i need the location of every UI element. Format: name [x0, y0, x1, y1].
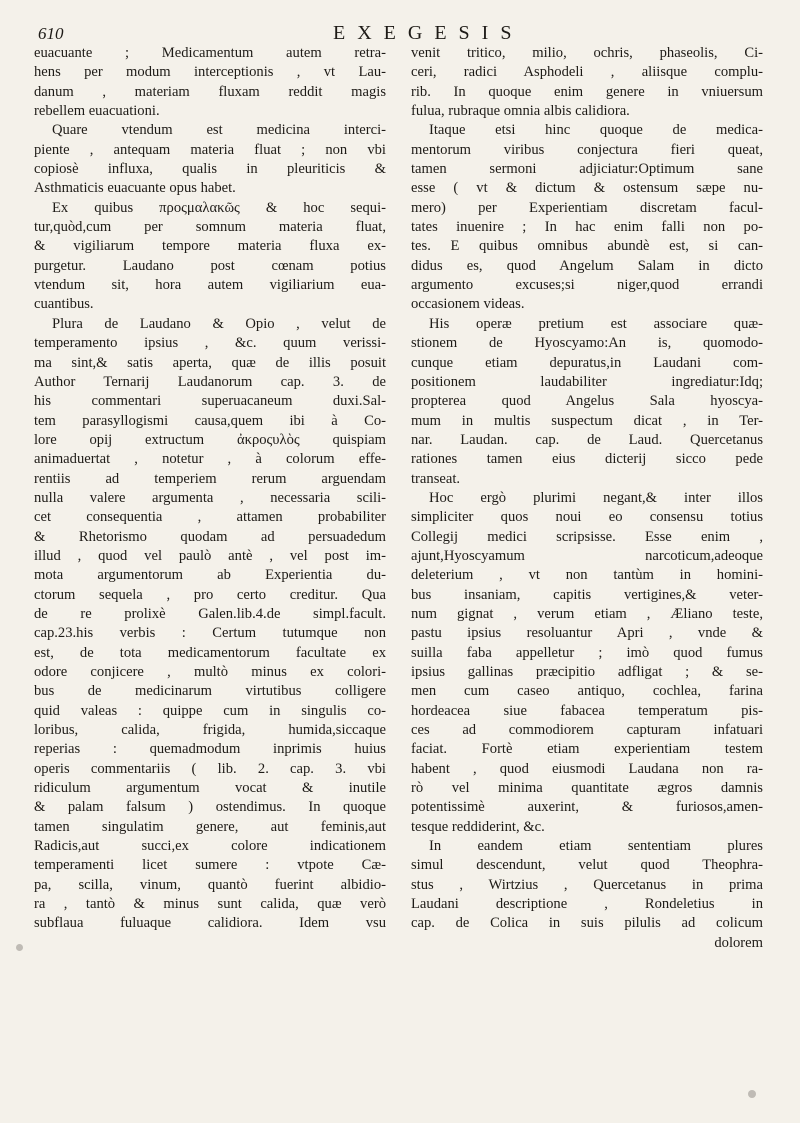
ink-blot: [748, 1090, 756, 1098]
text-line: Quare vtendum est medicina interci-: [52, 122, 386, 139]
text-line: operis commentariis ( lib. 2. cap. 3. vbi: [34, 760, 386, 777]
text-line: argumento excuses;si niger,quod errandi: [411, 277, 763, 294]
text-line: nar. Laudan. cap. de Laud. Quercetanus: [411, 431, 763, 448]
text-line: suilla faba appelletur ; imò quod fumus: [411, 644, 763, 661]
text-line: lore opij extructum ἀκροςυλὸς quispiam: [34, 431, 386, 448]
text-line: Hoc ergò plurimi negant,& inter illos: [429, 489, 763, 506]
text-line: pastu ipsius resoluantur Apri , vnde &: [411, 625, 763, 642]
text-line: mum in multis suspectum dicat , in Ter-: [411, 412, 763, 429]
text-line: stus , Wirtzius , Quercetanus in prima: [411, 876, 763, 893]
text-line: His operæ pretium est associare quæ-: [429, 315, 763, 332]
text-line: de re prolixè Galen.lib.4.de simpl.facult.: [34, 605, 386, 622]
text-line: Radicis,aut succi,ex colore indicationem: [34, 838, 386, 855]
text-line: odore conjicere , multò minus ex colori-: [34, 664, 386, 680]
right-column: [411, 44, 763, 953]
page-number: 610: [38, 24, 64, 43]
text-line: men cum caseo antiquo, cochlea, farina: [411, 683, 763, 700]
text-line: dolorem: [714, 934, 763, 951]
text-line: euacuante ; Medicamentum autem retra-: [34, 45, 386, 61]
text-line: ceri, radici Asphodeli , aliisque complu-: [411, 64, 763, 81]
text-line: rib. In quoque enim genere in vniuersum: [411, 83, 763, 100]
text-line: ma sint,& satis aperta, quæ de illis posuit: [34, 354, 386, 371]
text-line: bus de medicinarum virtutibus colligere: [34, 683, 386, 700]
text-line: subflaua fuluaque calidiora. Idem vsu: [34, 915, 386, 932]
text-line: pa, scilla, vinum, quantò fuerint albidio-: [34, 876, 386, 893]
text-line: ctorum sequela , pro certo creditur. Qua: [34, 586, 386, 603]
text-line: & Rhetorismo quodam ad persuadedum: [34, 528, 386, 545]
text-line: stionem de Hyoscyamo:An is, quomodo-: [411, 335, 763, 352]
text-line: danum , materiam fluxam reddit magis: [34, 83, 386, 100]
text-line: simpliciter quos noui eo consensu totius: [411, 509, 763, 526]
text-line: piente , antequam materia fluat ; non vbi: [34, 141, 386, 158]
text-line: temperamento ipsius , &c. quum verissi-: [34, 335, 386, 352]
text-line: rò vel minima quantitate ægros damnis: [411, 780, 763, 797]
text-line: cet consequentia , attamen probabiliter: [34, 509, 386, 526]
text-line: ra , tantò & minus sunt calida, quæ verò: [34, 896, 386, 913]
text-line: animaduertat , notetur , à colorum effe-: [34, 451, 386, 468]
text-line: tamen singulatim genere, aut feminis,aut: [34, 818, 386, 835]
text-line: fulua, rubraque omnia albis calidiora.: [411, 103, 630, 120]
text-line: didus es, quod Angelum Salam in dicto: [411, 257, 763, 274]
text-line: Plura de Laudano & Opio , velut de: [52, 315, 386, 332]
text-line: simul descendunt, velut quod Theophra-: [411, 857, 763, 874]
text-line: mota argumentorum ab Experientia du-: [34, 567, 386, 584]
text-line: tes. E quibus omnibus abundè est, si can-: [411, 238, 763, 255]
text-line: rentiis ad temperiem rerum arguendam: [34, 470, 386, 487]
text-line: & palam falsum ) ostendimus. In quoque: [34, 799, 386, 816]
text-line: his commentari superuacaneum duxi.Sal-: [34, 393, 386, 410]
text-line: reperias : quemadmodum inprimis huius: [34, 741, 386, 758]
text-line: cap. de Colica in suis pilulis ad colicum: [411, 915, 763, 932]
text-line: & vigiliarum tempore materia fluxa ex-: [34, 238, 386, 255]
text-line: propterea quod Angelus Sala hyoscya-: [411, 393, 763, 410]
text-line: tates inuenire ; In hac enim falli non po-: [411, 219, 763, 236]
text-line: tem parasyllogismi causa,quem ibi à Co-: [34, 412, 386, 429]
text-line: tur,quòd,cum per somnum materia fluat,: [34, 219, 386, 236]
text-line: loribus, calida, frigida, humida,siccaque: [34, 722, 386, 739]
text-line: bus insaniam, capitis vertigines,& veter-: [411, 586, 763, 603]
text-line: quid valeas : quippe cum in singulis co-: [34, 702, 386, 719]
text-line: occasionem videas.: [411, 296, 525, 313]
text-line: cunque etiam depuratus,in Laudani com-: [411, 354, 763, 371]
text-line: num gignat , verum etiam , Æliano teste,: [411, 605, 763, 622]
text-line: est, de tota medicamentorum facultate ex: [34, 644, 386, 661]
text-line: rebellem euacuationi.: [34, 103, 160, 120]
text-line: Collegij medici scripsisse. Esse enim ,: [411, 528, 763, 545]
text-line: cuantibus.: [34, 296, 94, 313]
text-line: cap.23.his verbis : Certum tutumque non: [34, 625, 386, 642]
text-line: temperamenti licet sumere : vtpote Cæ-: [34, 857, 386, 874]
text-line: Author Ternarij Laudanorum cap. 3. de: [34, 373, 386, 390]
text-line: purgetur. Laudano post cœnam potius: [34, 257, 386, 274]
ink-blot: [16, 944, 23, 951]
text-line: transeat.: [411, 470, 461, 487]
text-line: illud , quod vel paulò antè , vel post im-: [34, 547, 386, 564]
text-line: venit tritico, milio, ochris, phaseolis, Ci-: [411, 45, 763, 61]
text-line: mero) per Experientiam discretam facul-: [411, 199, 763, 216]
text-line: ipsius gallinas præcipitio adfligat ; & se-: [411, 664, 763, 680]
text-line: In eandem etiam sententiam plures: [429, 838, 763, 855]
text-line: ces ad commodiorem capturam infatuari: [411, 722, 763, 739]
left-column: [34, 44, 386, 934]
text-line: Ex quibus προςμαλακῶς & hoc sequi-: [52, 199, 386, 216]
text-line: esse ( vt & dictum & ostensum sæpe nu-: [411, 180, 763, 197]
text-line: vtendum sit, hora autem vigiliarium eua-: [34, 277, 386, 294]
text-line: tesque reddiderint, &c.: [411, 818, 545, 835]
text-line: potentissimè auxerint, & furiosos,amen-: [411, 799, 763, 816]
text-line: Itaque etsi hinc quoque de medica-: [429, 122, 763, 139]
text-line: Asthmaticis euacuante opus habet.: [34, 180, 236, 197]
running-title: EXEGESIS: [333, 22, 524, 44]
text-line: habent , quod eiusmodi Laudana non ra-: [411, 760, 763, 777]
text-line: copiosè influxa, qualis in pleuriticis &: [34, 161, 386, 178]
text-line: faciat. Fortè etiam experientiam testem: [411, 741, 763, 758]
text-line: nulla valere argumenta , necessaria scili-: [34, 489, 386, 506]
text-line: ridiculum argumentum vocat & inutile: [34, 780, 386, 797]
text-line: Laudani descriptione , Rondeletius in: [411, 896, 763, 913]
text-line: positionem laudabiliter ingrediatur:Idq;: [411, 373, 763, 390]
text-line: hens per modum interceptionis , vt Lau-: [34, 64, 386, 81]
text-line: ajunt,Hyoscyamum narcoticum,adeoque: [411, 547, 763, 564]
text-line: mentorum viribus conjectura fieri queat,: [411, 141, 763, 158]
text-line: hordeacea siue fabacea temperatum pis-: [411, 702, 763, 719]
text-line: tamen sermoni adjiciatur:Optimum sane: [411, 161, 763, 178]
text-line: deleterium , vt non tantùm in homini-: [411, 567, 763, 584]
text-line: rationes tamen eius dicterij sicco pede: [411, 451, 763, 468]
